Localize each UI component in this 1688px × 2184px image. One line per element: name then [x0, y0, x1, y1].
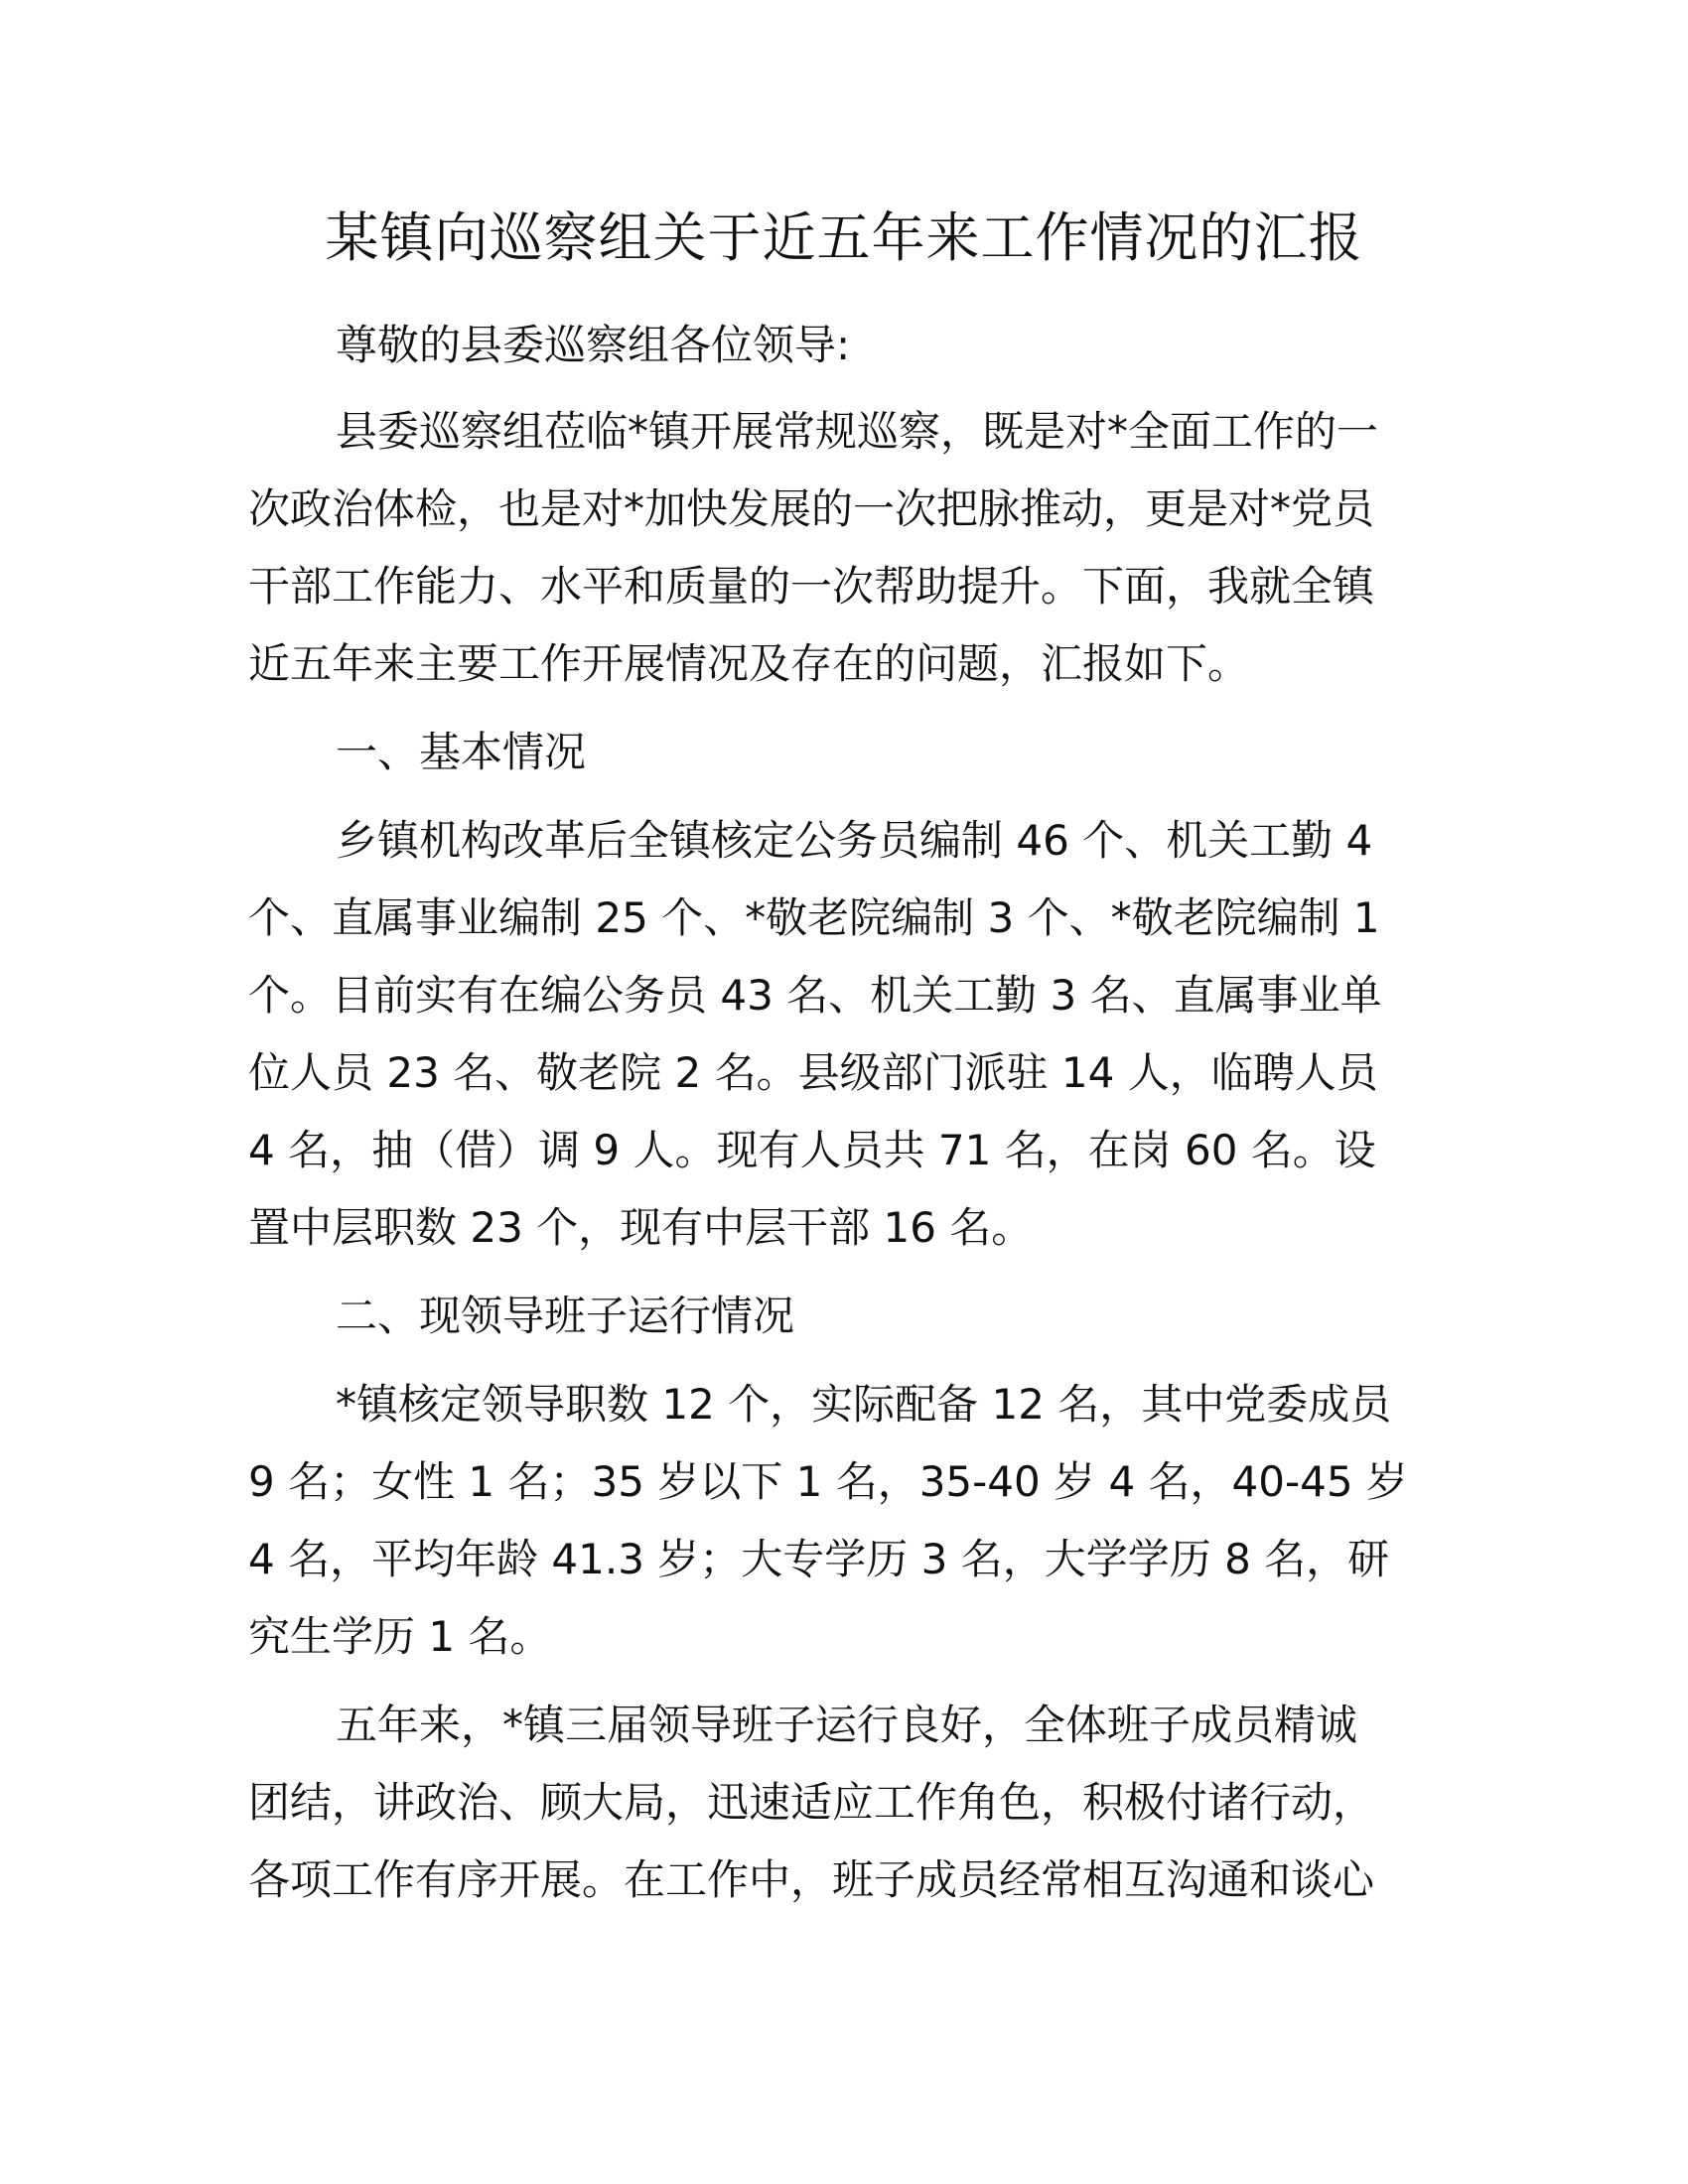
section1-line-1: 乡镇机构改革后全镇核定公务员编制 46 个、机关工勤 4: [336, 816, 1373, 865]
section1-line-6: 置中层职数 23 个，现有中层干部 16 名。: [248, 1203, 1034, 1252]
section2-p2-line-2: 团结，讲政治、顾大局，迅速适应工作角色，积极付诸行动，: [248, 1778, 1375, 1827]
section1-heading: 一、基本情况: [336, 728, 587, 776]
section2-p2-line-1: 五年来，*镇三届领导班子运行良好，全体班子成员精诚: [336, 1701, 1358, 1749]
section2-heading: 二、现领导班子运行情况: [336, 1292, 795, 1340]
document-title: 某镇向巡察组关于近五年来工作情况的汇报: [325, 206, 1363, 269]
section2-p1-line-4: 究生学历 1 名。: [248, 1612, 552, 1661]
section1-line-3: 个。目前实有在编公务员 43 名、机关工勤 3 名、直属事业单: [248, 971, 1382, 1020]
intro-line-1: 县委巡察组莅临*镇开展常规巡察，既是对*全面工作的一: [336, 407, 1379, 456]
section2-p2-line-3: 各项工作有序开展。在工作中，班子成员经常相互沟通和谈心: [248, 1855, 1375, 1904]
section2-p1-line-2: 9 名；女性 1 名；35 岁以下 1 名，35-40 岁 4 名，40-45 岁: [248, 1457, 1408, 1506]
section2-p1-line-3: 4 名，平均年龄 41.3 岁；大专学历 3 名，大学学历 8 名，研: [248, 1535, 1390, 1583]
section1-line-2: 个、直属事业编制 25 个、*敬老院编制 3 个、*敬老院编制 1: [248, 893, 1380, 942]
section1-line-4: 位人员 23 名、敬老院 2 名。县级部门派驻 14 人，临聘人员: [248, 1048, 1378, 1097]
intro-line-2: 次政治体检，也是对*加快发展的一次把脉推动，更是对*党员: [248, 484, 1375, 533]
section2-p1-line-1: *镇核定领导职数 12 个，实际配备 12 名，其中党委成员: [336, 1380, 1392, 1429]
intro-line-4: 近五年来主要工作开展情况及存在的问题，汇报如下。: [248, 639, 1250, 688]
intro-line-3: 干部工作能力、水平和质量的一次帮助提升。下面，我就全镇: [248, 562, 1375, 611]
salutation: 尊敬的县委巡察组各位领导:: [336, 321, 851, 369]
section1-line-5: 4 名，抽（借）调 9 人。现有人员共 71 名，在岗 60 名。设: [248, 1126, 1376, 1174]
